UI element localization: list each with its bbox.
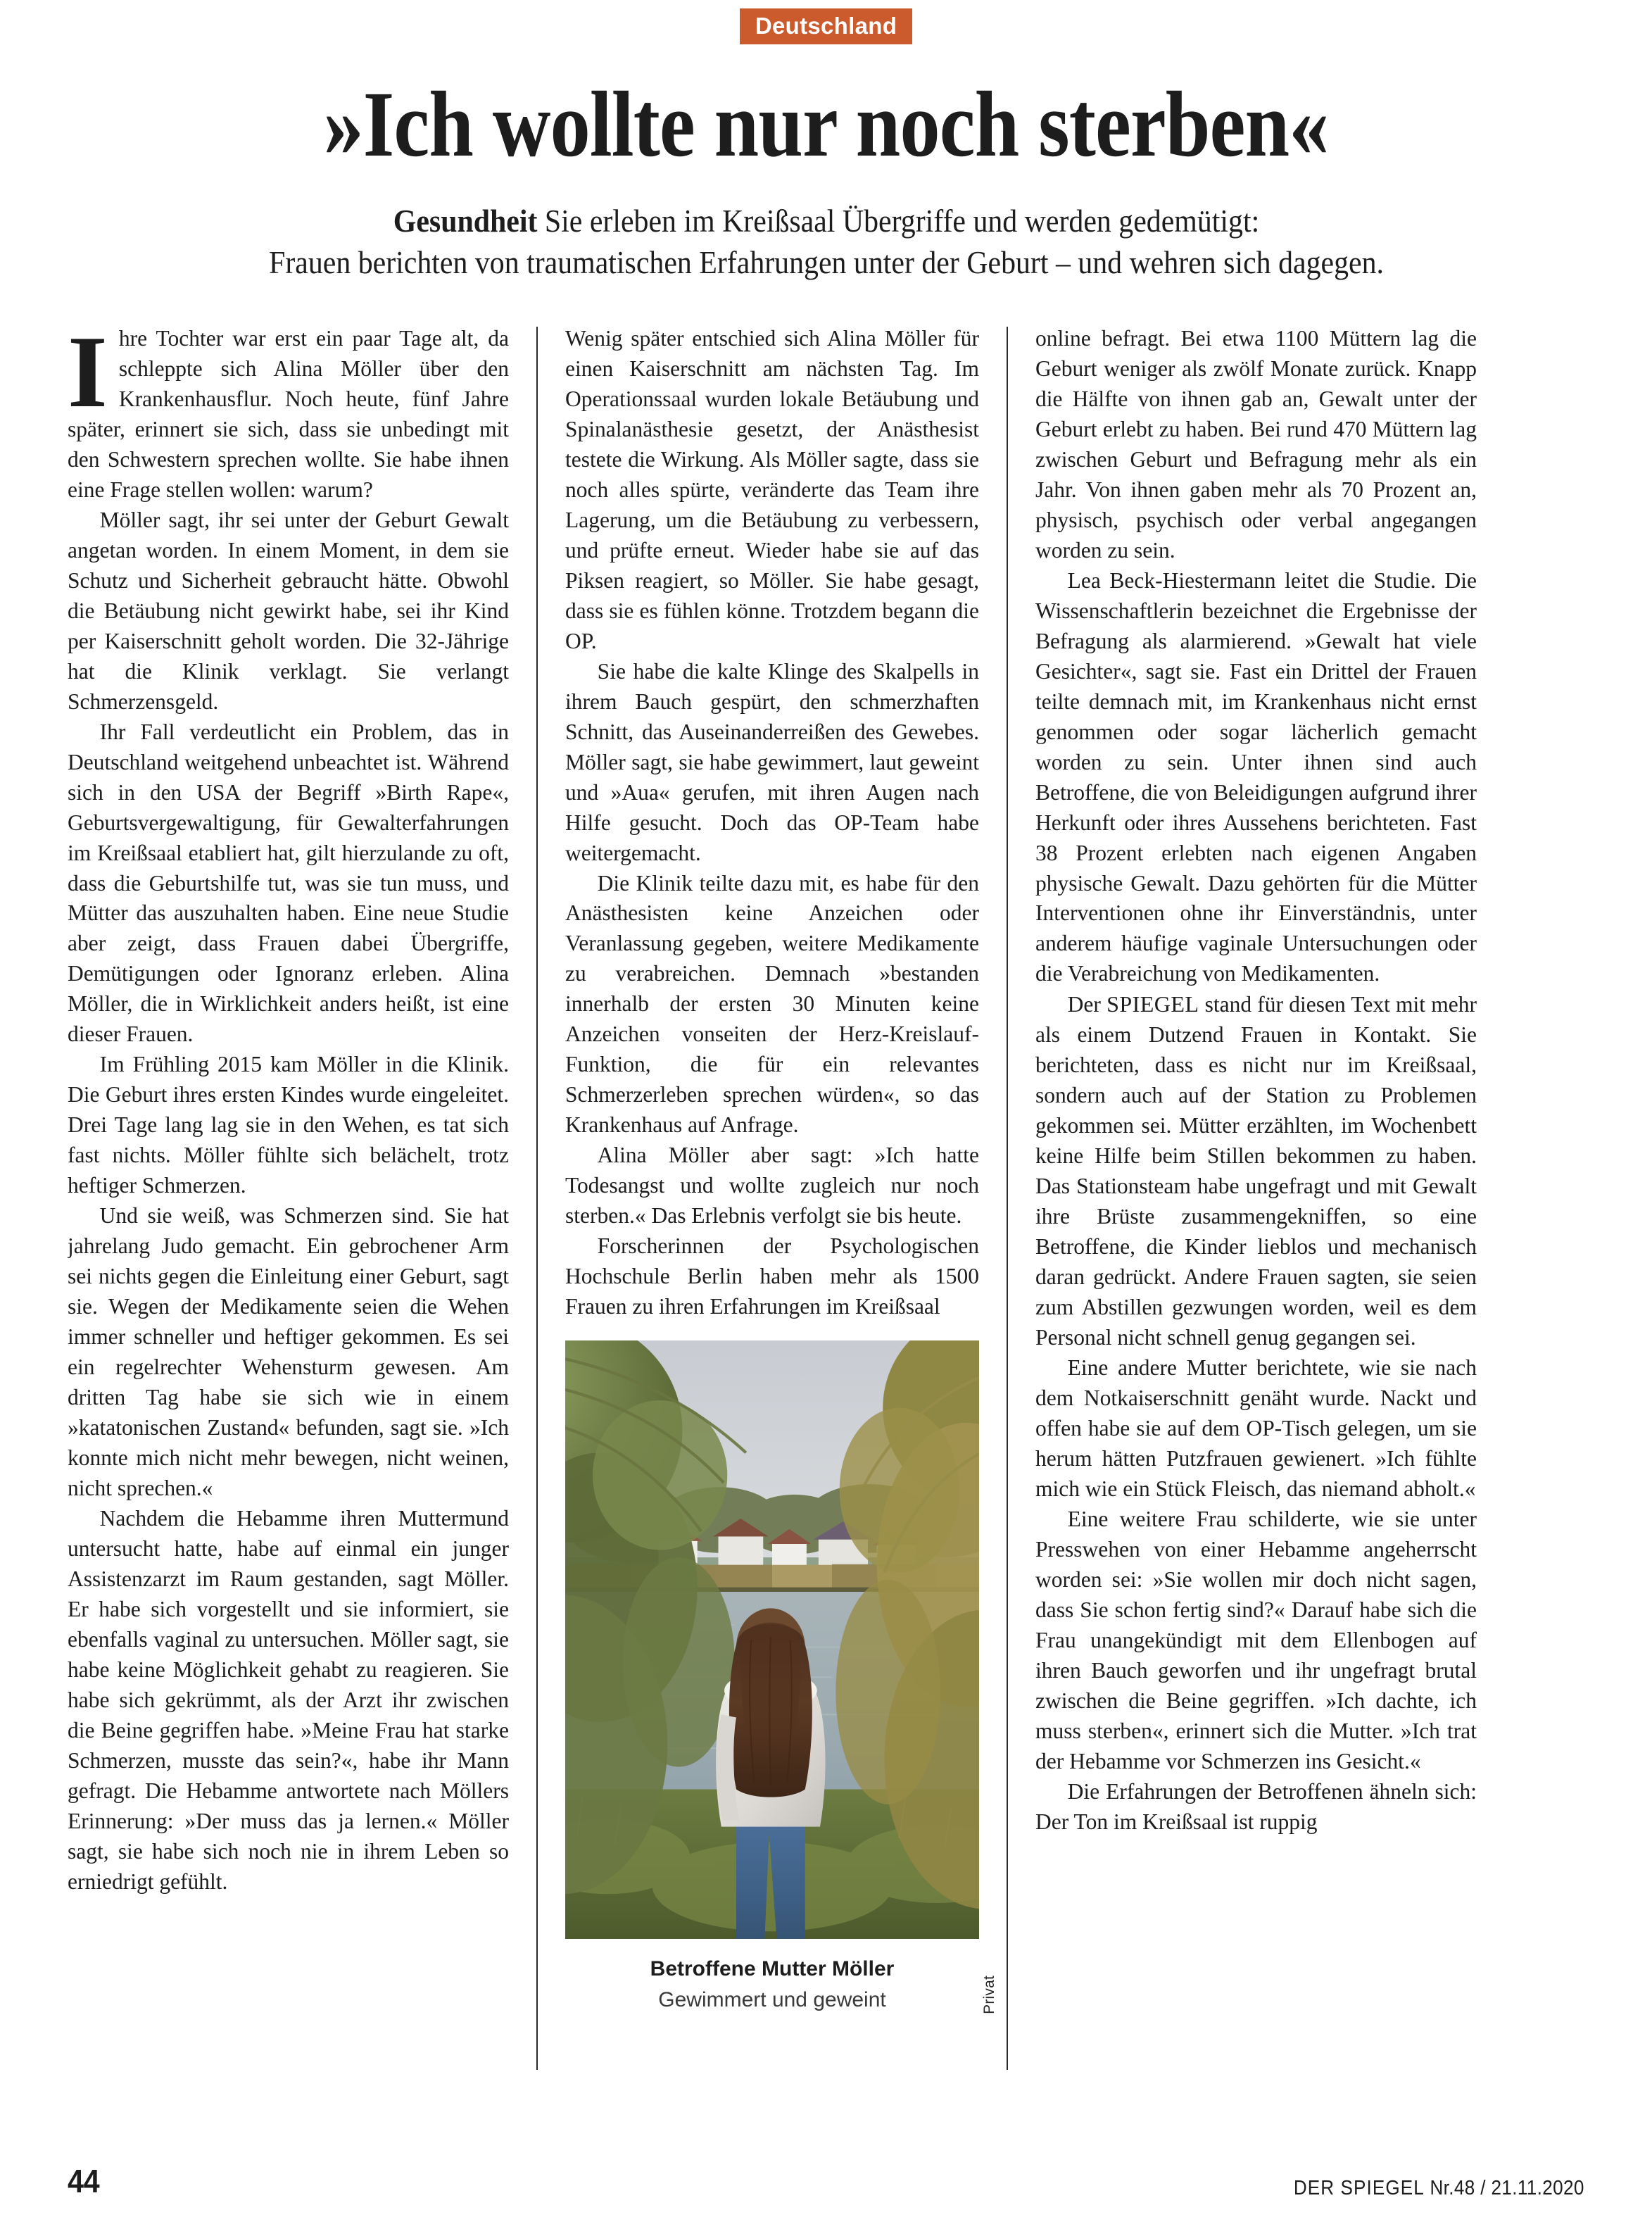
imprint bbox=[1294, 2177, 1584, 2200]
paragraph: Ihr Fall verdeutlicht ein Problem, das in Deutschland weitgehend unbeachtet ist. Während sich in den USA der Begriff »Birth Rape«, Geburtsvergewaltigung, für Gewalterfahrungen im Kreißsaal etabliert hat, gilt hierzulande zu oft, dass die Geburtshilfe tut, was sie tun muss, und Mütter das auszuhalten haben. Eine neue Studie aber zeigt, dass Frauen dabei Übergriffe, Demütigungen oder Ignoranz erleben. Alina Möller, die in Wirklichkeit anders heißt, ist eine dieser Frauen. bbox=[68, 719, 509, 1047]
drop-cap: I bbox=[68, 323, 108, 429]
paragraph: Eine andere Mutter berichtete, wie sie nach dem Notkaiserschnitt genäht wurde. Nackt und offen habe sie auf dem OP-Tisch gelegen, um sie herum hätten Putzfrauen gewienert. »Ich fühlte mich wie ein Stück Fleisch, das niemand abholt.« bbox=[1035, 1355, 1477, 1502]
dek-line-1-text: Sie erleben im Kreißsaal Übergriffe und werden gedemütigt: bbox=[536, 203, 1259, 239]
paragraph: Die Erfahrungen der Betroffenen ähneln sich: Der Ton im Kreißsaal ist ruppig bbox=[1035, 1779, 1477, 1835]
paragraph: Im Frühling 2015 kam Möller in die Klinik. Die Geburt ihres ersten Kindes wurde eingeleitet. Drei Tage lang lag sie in den Wehen, es tat sich fast nichts. Möller fühlte sich belächelt, trotz heftiger Schmerzen. bbox=[68, 1052, 509, 1198]
dek-line-1 bbox=[184, 201, 1468, 242]
paragraph: Alina Möller aber sagt: »Ich hatte Todesangst und wollte zugleich nur noch sterben.« Das Erlebnis verfolgt sie bis heute. bbox=[565, 1143, 979, 1229]
article-dek bbox=[184, 201, 1468, 284]
paragraph: Möller sagt, ihr sei unter der Geburt Gewalt angetan worden. In einem Moment, in dem sie Schutz und Sicherheit gebraucht hätte. Obwohl die Betäubung nicht gewirkt habe, sei ihr Kind per Kaiserschnitt geholt worden. Die 32-Jährige hat die Klinik verklagt. Sie verlangt Schmerzensgeld. bbox=[68, 507, 509, 714]
page-headline: »Ich wollte nur noch sterben« bbox=[323, 72, 1329, 176]
section-badge-deutschland: Deutschland bbox=[740, 8, 912, 44]
paragraph: Nachdem die Hebamme ihren Muttermund untersucht hatte, habe auf einmal ein junger Assistenzarzt im Raum gestanden, sagt Möller. Er habe sich vorgestellt und sie informiert, sie ebenfalls vaginal zu untersuchen. Möller sagt, sie habe keine Möglichkeit gehabt zu reagieren. Sie habe sich gekrümmt, als der Arzt ihr zwischen die Beine gegriffen habe. »Meine Frau hat starke Schmerzen, musste das sein?«, habe ihr Mann gefragt. Die Hebamme antwortete nach Möllers Erinnerung: »Der muss das ja lernen.« Möller sagt, sie habe sich noch nie in ihrem Leben so erniedrigt gefühlt. bbox=[68, 1506, 509, 1894]
article-column-1 bbox=[68, 324, 536, 2070]
paragraph: Eine weitere Frau schilderte, wie sie unter Presswehen von einer Hebamme angeherrscht worden sei: »Sie wollen mir doch nicht sagen, dass Sie schon fertig sind?« Darauf habe sich die Frau unangekündigt mit dem Ellenbogen auf ihren Bauch geworfen und ihr ungefragt brutal zwischen die Beine gegriffen. »Ich dachte, ich muss sterben«, erinnert sich die Mutter. »Ich trat der Hebamme vor Schmerzen ins Gesicht.« bbox=[1035, 1507, 1477, 1774]
caption-subtitle: Gewimmert und geweint bbox=[658, 1987, 886, 2011]
photo-woman-at-lake bbox=[565, 1340, 979, 1939]
photo-illustration bbox=[565, 1340, 979, 1939]
paragraph: online befragt. Bei etwa 1100 Müttern lag die Geburt weniger als zwölf Monate zurück. Knapp die Hälfte von ihnen gab an, Gewalt unter der Geburt erlebt zu haben. Bei rund 470 Müttern lag zwischen Geburt und Befragung mehr als ein Jahr. Von ihnen gaben mehr als 70 Prozent an, physisch, psychisch oder verbal angegangen worden zu sein. bbox=[1035, 325, 1477, 563]
photo-caption bbox=[565, 1954, 979, 2014]
paragraph: Sie habe die kalte Klinge des Skalpells in ihrem Bauch gespürt, den schmerzhaften Schnitt, das Auseinanderreißen des Gewebes. Möller sagt, sie habe gewimmert, laut geweint und »Aua« gerufen, mit ihren Augen nach Hilfe gesucht. Doch das OP-Team habe weitergemacht. bbox=[565, 658, 979, 865]
paragraph: Lea Beck-Hiestermann leitet die Studie. Die Wissenschaftlerin bezeichnet die Ergebnisse der Befragung als alarmierend. »Gewalt hat viele Gesichter«, sagt sie. Fast ein Drittel der Frauen teilte demnach mit, im Krankenhaus nicht ernst genommen oder sogar lächerlich gemacht worden zu sein. Unter ihnen sind auch Betroffene, die von Beleidigungen aufgrund ihrer Herkunft oder ihres Aussehens berichteten. Fast 38 Prozent erlebten nach eigenen Angaben physische Gewalt. Dazu gehörten für die Mütter Interventionen ohne ihr Einverständnis, unter anderem häufige vaginale Untersuchungen oder die Verabreichung von Medikamenten. bbox=[1035, 567, 1477, 986]
imprint-issue: Nr.48 / 21.11.2020 bbox=[1430, 2177, 1584, 2199]
article-column-3 bbox=[1008, 324, 1477, 2070]
paragraph: Und sie weiß, was Schmerzen sind. Sie hat jahrelang Judo gemacht. Ein gebrochener Arm sei nichts gegen die Einleitung einer Geburt, sagt sie. Wegen der Medikamente seien die Wehen immer schneller und heftiger gekommen. Es sei ein regelrechter Wehensturm gewesen. Am dritten Tag habe sie sich wie in einem »katatonischen Zustand« befunden, sagt sie. »Ich konnte mich nicht mehr bewegen, nicht weinen, nicht sprechen.« bbox=[68, 1203, 509, 1501]
kicker-container bbox=[68, 0, 1584, 52]
brand-name-spiegel: SPIEGEL bbox=[1106, 991, 1199, 1017]
paragraph: hre Tochter war erst ein paar Tage alt, da schleppte sich Alina Möller über den Krankenhausflur. Noch heute, fünf Jahre später, erinnert sie sich, dass sie unbedingt mit den Schwestern sprechen wollte. Sie habe ihnen eine Frage stellen wollen: warum? bbox=[68, 325, 509, 502]
article-columns bbox=[68, 324, 1584, 2070]
paragraph: Die Klinik teilte dazu mit, es habe für den Anästhesisten keine Anzeichen oder Veranlassung gegeben, weitere Medikamente zu verabreichen. Demnach »bestanden innerhalb der ersten 30 Minuten keine Anzeichen vonseiten der Herz-Kreislauf-Funktion, die für ein relevantes Schmerzerleben sprechen würden«, so das Krankenhaus auf Anfrage. bbox=[565, 870, 979, 1138]
page-footer bbox=[68, 2162, 1584, 2200]
dek-line-2: Frauen berichten von traumatischen Erfahrungen unter der Geburt – und wehren sich dagegen. bbox=[268, 245, 1384, 281]
imprint-brand: DER SPIEGEL bbox=[1294, 2177, 1425, 2199]
paragraph: Wenig später entschied sich Alina Möller für einen Kaiserschnitt am nächsten Tag. Im Operationssaal wurden lokale Betäubung und Spinalanästhesie gesetzt, der Anästhesist testete die Wirkung. Als Möller sagte, dass sie noch alles spürte, veränderte das Team ihre Lagerung, um die Betäubung zu verbessern, und prüfte erneut. Wieder habe sie auf das Piksen reagiert, so Möller. Sie habe gesagt, dass sie es fühlen könne. Trotzdem begann die OP. bbox=[565, 325, 979, 653]
caption-title: Betroffene Mutter Möller bbox=[650, 1957, 895, 1981]
paragraph: Forscherinnen der Psychologischen Hochschule Berlin haben mehr als 1500 Frauen zu ihren Erfahrungen im Kreißsaal bbox=[565, 1233, 979, 1319]
photo-credit: Privat bbox=[981, 1976, 998, 2015]
article-column-2 bbox=[538, 324, 1007, 2070]
article-figure bbox=[565, 1340, 998, 2015]
paragraph: Der SPIEGEL stand für diesen Text mit mehr als einem Dutzend Frauen in Kontakt. Sie berichteten, dass es nicht nur im Kreißsaal, sondern auch auf der Station zu Problemen gekommen sei. Mütter erzählten, im Wochenbett keine Hilfe beim Stillen bekommen zu haben. Das Stationsteam habe ungefragt und mit Gewalt ihre Brüste zusammengekniffen, so eine Betroffene, die Kinder lieblos und mechanisch daran gedrückt. Andere Frauen sagten, sie seien zum Abstillen gezwungen worden, weil es dem Personal nicht schnell genug gegangen sei. bbox=[1035, 991, 1477, 1350]
dek-lead-word: Gesundheit bbox=[393, 203, 537, 239]
page-number: 44 bbox=[68, 2163, 100, 2199]
